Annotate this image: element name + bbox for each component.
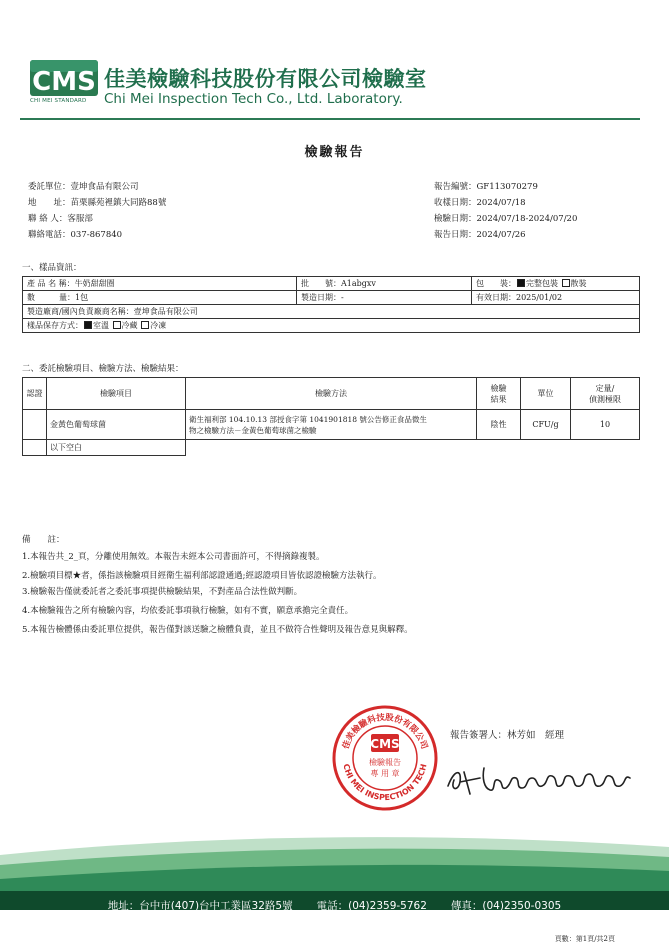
footer-fax: 傳真：(04)2350-0305	[450, 899, 562, 912]
client-address: 苗栗縣苑裡鎮大同路88號	[70, 198, 167, 208]
row-limit: 10	[571, 410, 640, 440]
checkbox-empty-icon	[141, 321, 149, 329]
footer-phone: 電話：(04)2359-5762	[316, 899, 427, 912]
logo-text: CMS	[32, 67, 96, 97]
row-unit: CFU/g	[521, 410, 571, 440]
stamp-center-line1: 檢驗報告	[369, 758, 401, 767]
report-date-row	[434, 228, 526, 240]
storage-option-frozen: 冷凍	[150, 321, 167, 330]
header-limit-line2: 偵測極限	[589, 394, 621, 404]
header-unit: 單位	[521, 378, 571, 410]
quantity-label: 數 量：	[27, 293, 75, 302]
company-name-en: Chi Mei Inspection Tech Co., Ltd. Laboratory.	[104, 91, 403, 107]
stamp-center-line2: 專 用 章	[370, 769, 400, 778]
product-name-cell	[23, 277, 297, 291]
client-unit-row	[28, 180, 139, 192]
header-result-line1: 檢驗	[490, 383, 507, 393]
test-date: 2024/07/18-2024/07/20	[476, 214, 578, 224]
mfg-date-cell	[297, 291, 472, 305]
client-phone-row	[28, 228, 122, 240]
header-rule	[20, 118, 640, 120]
client-address-label: 地 址：	[28, 198, 71, 208]
product-name-label: 產 品 名 稱：	[27, 279, 75, 288]
report-no-label: 報告編號：	[434, 182, 477, 192]
header-cert: 認證	[23, 378, 47, 410]
received-date-label: 收樣日期：	[434, 198, 477, 208]
row-result: 陰性	[477, 410, 521, 440]
report-date-label: 報告日期：	[434, 230, 477, 240]
storage-label: 樣品保存方式：	[27, 321, 83, 330]
storage-option-room: 室溫	[93, 321, 109, 330]
header-item: 檢驗項目	[47, 378, 186, 410]
header-result	[477, 378, 521, 410]
report-no: GF113070279	[476, 182, 538, 192]
client-contact: 客服部	[67, 214, 93, 224]
checkbox-checked-icon	[84, 321, 92, 329]
sample-section-title: 一、樣品資訊：	[22, 263, 82, 273]
stamp-logo-text: CMS	[370, 737, 400, 751]
packaging-cell	[472, 277, 640, 291]
table-row	[23, 410, 640, 440]
blank-note: 以下空白	[47, 440, 186, 456]
stamp-top-text: 佳美檢驗科技股份有限公司	[341, 712, 429, 751]
packaging-option-complete: 完整包裝	[526, 279, 558, 288]
footer-contact	[0, 893, 669, 917]
batch-cell	[297, 277, 472, 291]
checkbox-empty-icon	[113, 321, 121, 329]
test-date-label: 檢驗日期：	[434, 214, 477, 224]
row-method-line1: 衛生福利部 104.10.13 部授食字第 1041901818 號公告修正食品微生	[189, 414, 427, 424]
report-date: 2024/07/26	[476, 230, 526, 240]
row-method	[186, 410, 477, 440]
manufacturer-label: 製造廠商/國內負責廠商名稱：	[27, 307, 134, 316]
batch-label: 批 號：	[301, 279, 341, 288]
client-contact-row	[28, 212, 93, 224]
header-limit	[571, 378, 640, 410]
note-2: 2.檢驗項目標★者，係指該檢驗項目經衛生福利部認證通過;經認證項目皆依認證檢驗方法執行。	[22, 571, 382, 581]
packaging-option-bulk: 散裝	[570, 279, 587, 288]
report-title: 檢驗報告	[304, 145, 365, 160]
signer-line: 報告簽署人：林芳如 經理	[450, 730, 565, 741]
company-name-zh: 佳美檢驗科技股份有限公司檢驗室	[104, 67, 427, 91]
note-3: 3.檢驗報告僅就委託者之委託事項提供檢驗結果，不對產品合法性做判斷。	[22, 587, 303, 597]
mfg-date-label: 製造日期：	[301, 293, 341, 302]
report-no-row	[434, 180, 538, 192]
received-date: 2024/07/18	[476, 198, 526, 208]
checkbox-checked-icon	[517, 279, 525, 287]
row-method-line2: 物之檢驗方法－金黃色葡萄球菌之檢驗	[189, 425, 317, 435]
sample-info-table	[22, 276, 640, 333]
test-date-row	[434, 212, 577, 224]
client-unit: 壹坤食品有限公司	[70, 182, 139, 192]
received-date-row	[434, 196, 526, 208]
results-section-title: 二、委託檢驗項目、檢驗方法、檢驗結果：	[22, 364, 184, 374]
exp-date-cell	[472, 291, 640, 305]
mfg-date-value: -	[341, 293, 344, 302]
logo-subtext: CHI MEI STANDARD	[30, 98, 87, 104]
storage-option-fridge: 冷藏	[121, 321, 138, 330]
header-method: 檢驗方法	[186, 378, 477, 410]
note-5: 5.本報告檢體係由委託單位提供，報告僅對該送驗之檢體負責，並且不做符合性聲明及報告意見與解釋。	[22, 625, 413, 635]
company-logo	[30, 58, 98, 100]
manufacturer-value: 壹坤食品有限公司	[133, 307, 198, 316]
client-unit-label: 委託單位：	[28, 182, 71, 192]
results-table	[22, 377, 640, 456]
handwritten-signature	[440, 760, 640, 800]
row-item: 金黃色葡萄球菌	[47, 410, 186, 440]
product-name: 牛奶甜甜圈	[74, 279, 115, 288]
stamp-bottom-text: CHI MEI INSPECTION TECH	[341, 762, 429, 803]
note-4: 4.本檢驗報告之所有檢驗內容，均依委託事項執行檢驗，如有不實，願意承擔完全責任。	[22, 606, 354, 616]
quantity-value: 1包	[75, 293, 89, 302]
header-result-line2: 結果	[490, 394, 507, 404]
checkbox-empty-icon	[562, 279, 570, 287]
notes-title: 備 註：	[22, 535, 65, 545]
packaging-label: 包 裝：	[476, 279, 516, 288]
official-stamp	[331, 704, 439, 812]
client-phone-label: 聯絡電話：	[28, 230, 71, 240]
batch-value: A1abgxv	[341, 279, 376, 288]
row-cert	[23, 410, 47, 440]
page-number: 頁數：第1頁/共2頁	[554, 935, 615, 943]
footer-address: 地址：台中市(407)台中工業區32路5號	[107, 899, 293, 912]
table-row	[23, 440, 640, 456]
note-1: 1.本報告共_2_頁，分離使用無效。本報告未經本公司書面許可，不得摘錄複製。	[22, 552, 325, 562]
exp-date-value: 2025/01/02	[516, 293, 563, 302]
quantity-cell	[23, 291, 297, 305]
manufacturer-cell	[23, 305, 640, 319]
header-limit-line1: 定量/	[595, 383, 615, 393]
client-phone: 037-867840	[70, 230, 123, 240]
exp-date-label: 有效日期：	[476, 293, 516, 302]
client-contact-label: 聯 絡 人：	[28, 214, 68, 224]
storage-cell	[23, 319, 640, 333]
client-address-row	[28, 196, 166, 208]
